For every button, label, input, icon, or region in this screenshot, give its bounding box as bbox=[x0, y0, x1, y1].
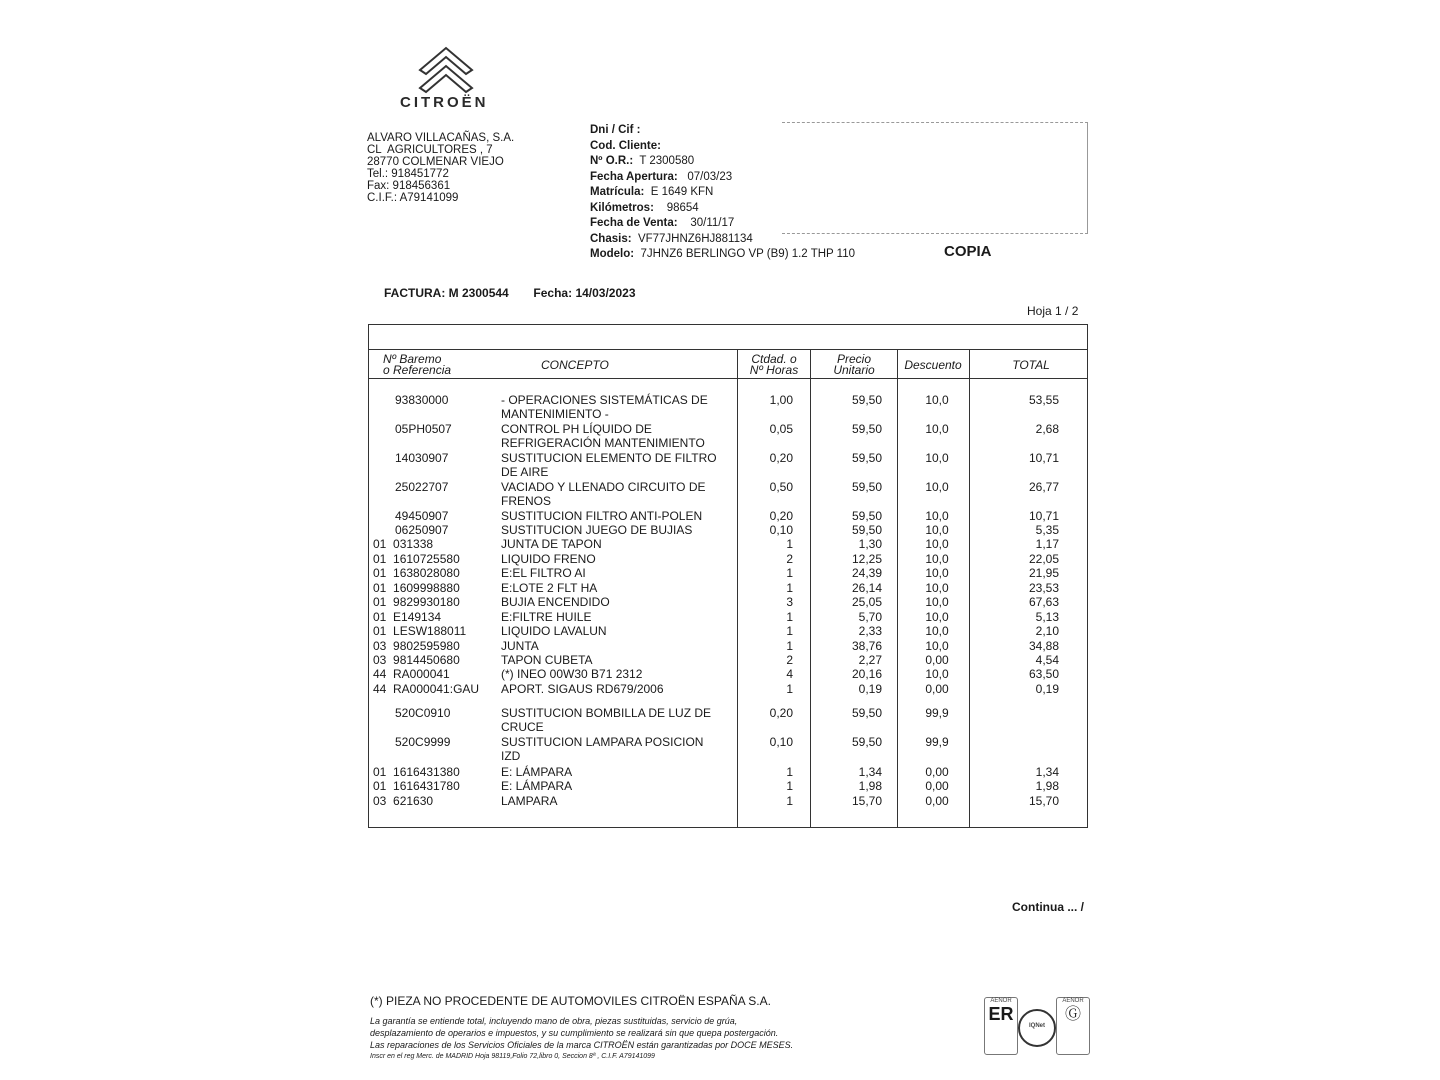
row-discount: 10,0 bbox=[925, 639, 949, 653]
invoice-number: M 2300544 bbox=[448, 286, 509, 300]
row-unit-price: 20,16 bbox=[851, 667, 882, 681]
row-reference: 01 1638028080 bbox=[373, 566, 460, 580]
invoice-number-label: FACTURA: bbox=[384, 286, 446, 300]
row-quantity: 1 bbox=[786, 779, 793, 793]
row-total: 23,53 bbox=[1028, 581, 1059, 595]
row-discount: 10,0 bbox=[925, 523, 949, 537]
row-discount: 10,0 bbox=[925, 552, 949, 566]
row-discount: 10,0 bbox=[925, 451, 949, 465]
row-discount: 10,0 bbox=[925, 595, 949, 609]
row-reference: 520C9999 bbox=[395, 735, 451, 749]
row-discount: 10,0 bbox=[925, 624, 949, 638]
row-total: 5,35 bbox=[1035, 523, 1059, 537]
row-discount: 10,0 bbox=[925, 581, 949, 595]
citroen-logo bbox=[398, 40, 494, 110]
warranty-line-3: Las reparaciones de los Servicios Oficiales de la marca CITROËN están garantizadas por DOCE MESES. bbox=[370, 1040, 794, 1050]
row-reference: 25022707 bbox=[395, 480, 449, 494]
row-unit-price: 38,76 bbox=[851, 639, 882, 653]
row-quantity: 0,50 bbox=[769, 480, 793, 494]
header-unit-price: Precio Unitario bbox=[833, 352, 875, 377]
row-total: 4,54 bbox=[1035, 653, 1059, 667]
row-unit-price: 59,50 bbox=[851, 451, 882, 465]
row-concept-cont: CRUCE bbox=[501, 720, 544, 734]
row-quantity: 1 bbox=[786, 537, 793, 551]
row-quantity: 4 bbox=[786, 667, 793, 681]
row-quantity: 0,20 bbox=[769, 706, 793, 720]
venta-row: Fecha de Venta: 30/11/17 bbox=[590, 217, 735, 229]
row-unit-price: 59,50 bbox=[851, 480, 882, 494]
certifications bbox=[984, 997, 1090, 1057]
invoice-header bbox=[384, 286, 636, 300]
row-reference: 01 1610725580 bbox=[373, 552, 460, 566]
row-reference: 03 9802595980 bbox=[373, 639, 460, 653]
row-unit-price: 2,27 bbox=[858, 653, 882, 667]
row-concept: SUSTITUCION LAMPARA POSICION bbox=[501, 735, 704, 749]
row-concept: E:EL FILTRO AI bbox=[501, 566, 586, 580]
dealer-cif: C.I.F.: A79141099 bbox=[367, 192, 459, 204]
row-discount: 10,0 bbox=[925, 667, 949, 681]
row-quantity: 1 bbox=[786, 682, 793, 696]
modelo-row: Modelo: 7JHNZ6 BERLINGO VP (B9) 1.2 THP 110 bbox=[590, 248, 856, 260]
row-quantity: 0,10 bbox=[769, 523, 793, 537]
row-quantity: 2 bbox=[786, 552, 793, 566]
row-concept: CONTROL PH LÍQUIDO DE bbox=[501, 422, 652, 436]
row-quantity: 1 bbox=[786, 794, 793, 808]
row-discount: 10,0 bbox=[925, 480, 949, 494]
row-unit-price: 5,70 bbox=[858, 610, 882, 624]
row-total: 1,17 bbox=[1035, 537, 1059, 551]
row-concept: SUSTITUCION JUEGO DE BUJIAS bbox=[501, 523, 693, 537]
row-total: 53,55 bbox=[1028, 393, 1059, 407]
row-reference: 49450907 bbox=[395, 509, 449, 523]
aenor-er-seal: AENOR ER bbox=[984, 997, 1018, 1055]
column-divider bbox=[897, 349, 898, 827]
row-concept: E: LÁMPARA bbox=[501, 779, 573, 793]
row-unit-price: 12,25 bbox=[851, 552, 882, 566]
warranty-line-2: desplazamiento de operarios e impuestos, y su cumplimiento se realizará sin que quepa postergación. bbox=[370, 1028, 779, 1038]
row-total: 2,10 bbox=[1035, 624, 1059, 638]
chasis-row: Chasis: VF77JHNZ6HJ881134 bbox=[590, 232, 753, 245]
row-quantity: 2 bbox=[786, 653, 793, 667]
header-bottom-rule bbox=[369, 378, 1087, 379]
row-concept-cont: REFRIGERACIÓN MANTENIMIENTO bbox=[501, 436, 705, 450]
row-concept: VACIADO Y LLENADO CIRCUITO DE bbox=[501, 480, 706, 494]
dealer-tel: Tel.: 918451772 bbox=[367, 168, 449, 180]
or-row: Nº O.R.: T 2300580 bbox=[590, 155, 695, 167]
row-reference: 01 9829930180 bbox=[373, 595, 460, 609]
row-quantity: 1 bbox=[786, 639, 793, 653]
row-total: 15,70 bbox=[1028, 794, 1059, 808]
row-unit-price: 1,34 bbox=[858, 765, 882, 779]
row-quantity: 1 bbox=[786, 610, 793, 624]
row-concept: JUNTA bbox=[501, 639, 539, 653]
row-total: 10,71 bbox=[1028, 451, 1059, 465]
continues-note: Continua ... / bbox=[1012, 900, 1084, 914]
warranty-line-1: La garantía se entiende total, incluyendo mano de obra, piezas sustituidas, servicio de grúa, bbox=[370, 1016, 738, 1026]
row-discount: 10,0 bbox=[925, 537, 949, 551]
row-total: 34,88 bbox=[1028, 639, 1059, 653]
row-discount: 0,00 bbox=[925, 682, 949, 696]
row-quantity: 1,00 bbox=[769, 393, 793, 407]
row-reference: 03 621630 bbox=[373, 794, 434, 808]
row-unit-price: 1,98 bbox=[858, 779, 882, 793]
row-concept: SUSTITUCION BOMBILLA DE LUZ DE bbox=[501, 706, 712, 720]
row-reference: 01 E149134 bbox=[373, 610, 442, 624]
column-divider bbox=[969, 349, 970, 827]
row-discount: 10,0 bbox=[925, 422, 949, 436]
row-concept-cont: MANTENIMIENTO - bbox=[501, 407, 609, 421]
row-unit-price: 1,30 bbox=[858, 537, 882, 551]
column-divider bbox=[810, 349, 811, 827]
row-concept: - OPERACIONES SISTEMÁTICAS DE bbox=[501, 393, 708, 407]
row-quantity: 1 bbox=[786, 581, 793, 595]
row-reference: 01 1616431780 bbox=[373, 779, 460, 793]
row-total: 5,13 bbox=[1035, 610, 1059, 624]
dealer-city: 28770 COLMENAR VIEJO bbox=[367, 156, 504, 168]
row-total: 67,63 bbox=[1028, 595, 1059, 609]
client-row: Cod. Cliente: bbox=[590, 139, 661, 152]
row-discount: 0,00 bbox=[925, 653, 949, 667]
row-unit-price: 59,50 bbox=[851, 393, 882, 407]
row-concept: LIQUIDO LAVALUN bbox=[501, 624, 607, 638]
row-unit-price: 59,50 bbox=[851, 422, 882, 436]
column-divider bbox=[737, 349, 738, 827]
row-total: 2,68 bbox=[1035, 422, 1059, 436]
row-discount: 0,00 bbox=[925, 794, 949, 808]
dealer-street: CL AGRICULTORES , 7 bbox=[367, 144, 493, 156]
er-icon: ER bbox=[988, 1004, 1014, 1024]
row-reference: 01 1609998880 bbox=[373, 581, 460, 595]
km-row: Kilómetros: 98654 bbox=[590, 201, 699, 214]
row-total: 1,98 bbox=[1035, 779, 1059, 793]
row-quantity: 1 bbox=[786, 566, 793, 580]
copy-label: COPIA bbox=[944, 243, 992, 260]
row-discount: 0,00 bbox=[925, 779, 949, 793]
row-reference: 44 RA000041 bbox=[373, 667, 450, 681]
invoice-date-label: Fecha: bbox=[533, 286, 573, 300]
row-quantity: 0,10 bbox=[769, 735, 793, 749]
row-total: 22,05 bbox=[1028, 552, 1059, 566]
header-concept: CONCEPTO bbox=[541, 358, 609, 372]
invoice-table bbox=[368, 324, 1088, 828]
row-reference: 03 9814450680 bbox=[373, 653, 460, 667]
row-unit-price: 59,50 bbox=[851, 735, 882, 749]
row-concept: JUNTA DE TAPON bbox=[501, 537, 602, 551]
row-concept-cont: IZD bbox=[501, 749, 521, 763]
row-concept: SUSTITUCION FILTRO ANTI-POLEN bbox=[501, 509, 703, 523]
header-discount: Descuento bbox=[904, 358, 962, 372]
row-total: 1,34 bbox=[1035, 765, 1059, 779]
row-quantity: 0,20 bbox=[769, 451, 793, 465]
row-unit-price: 26,14 bbox=[851, 581, 882, 595]
page-indicator: Hoja 1 / 2 bbox=[1027, 304, 1079, 318]
row-quantity: 1 bbox=[786, 765, 793, 779]
row-total: 21,95 bbox=[1028, 566, 1059, 580]
row-unit-price: 59,50 bbox=[851, 509, 882, 523]
row-concept: BUJIA ENCENDIDO bbox=[501, 595, 610, 609]
row-discount: 10,0 bbox=[925, 566, 949, 580]
row-quantity: 3 bbox=[786, 595, 793, 609]
row-quantity: 0,20 bbox=[769, 509, 793, 523]
invoice-date: 14/03/2023 bbox=[575, 286, 636, 300]
apertura-row: Fecha Apertura: 07/03/23 bbox=[590, 170, 733, 183]
row-discount: 10,0 bbox=[925, 610, 949, 624]
row-reference: 01 1616431380 bbox=[373, 765, 460, 779]
row-total: 63,50 bbox=[1028, 667, 1059, 681]
footer bbox=[370, 994, 890, 1060]
row-concept: E: LÁMPARA bbox=[501, 765, 573, 779]
row-discount: 10,0 bbox=[925, 509, 949, 523]
row-reference: 14030907 bbox=[395, 451, 449, 465]
dealer-info bbox=[367, 132, 514, 204]
row-concept: APORT. SIGAUS RD679/2006 bbox=[501, 682, 664, 696]
row-concept: (*) INEO 00W30 B71 2312 bbox=[501, 667, 643, 681]
header-top-rule bbox=[369, 349, 1087, 350]
row-reference: 44 RA000041:GAU bbox=[373, 682, 480, 696]
aenor-gestion-seal: AENOR Ⓖ bbox=[1056, 997, 1090, 1055]
row-unit-price: 59,50 bbox=[851, 706, 882, 720]
row-concept-cont: DE AIRE bbox=[501, 465, 549, 479]
dni-row: Dni / Cif : bbox=[590, 124, 641, 136]
row-reference: 93830000 bbox=[395, 393, 449, 407]
row-unit-price: 0,19 bbox=[858, 682, 882, 696]
dealer-fax: Fax: 918456361 bbox=[367, 180, 451, 192]
registry-line: Inscr en el reg Merc. de MADRID Hoja 98119,Folio 72,libro 0, Seccion 8ª , C.I.F. A79141099 bbox=[370, 1053, 655, 1060]
non-citroen-parts-note: (*) PIEZA NO PROCEDENTE DE AUTOMOVILES CITROËN ESPAÑA S.A. bbox=[370, 994, 771, 1008]
brand-name: CITROËN bbox=[400, 94, 489, 111]
row-reference: 520C0910 bbox=[395, 706, 451, 720]
double-chevron-icon bbox=[398, 40, 494, 98]
row-total: 10,71 bbox=[1028, 509, 1059, 523]
row-quantity: 1 bbox=[786, 624, 793, 638]
row-concept: TAPON CUBETA bbox=[501, 653, 593, 667]
row-total: 0,19 bbox=[1035, 682, 1059, 696]
row-concept: LAMPARA bbox=[501, 794, 558, 808]
row-reference: 01 031338 bbox=[373, 537, 434, 551]
row-concept: E:LOTE 2 FLT HA bbox=[501, 581, 598, 595]
row-concept: SUSTITUCION ELEMENTO DE FILTRO bbox=[501, 451, 717, 465]
row-total: 26,77 bbox=[1028, 480, 1059, 494]
matricula-row: Matrícula: E 1649 KFN bbox=[590, 186, 714, 198]
row-concept: LIQUIDO FRENO bbox=[501, 552, 596, 566]
row-discount: 99,9 bbox=[925, 735, 949, 749]
iqnet-seal: IQNet bbox=[1018, 1009, 1056, 1047]
row-reference: 05PH0507 bbox=[395, 422, 452, 436]
row-unit-price: 24,39 bbox=[851, 566, 882, 580]
row-unit-price: 59,50 bbox=[851, 523, 882, 537]
row-unit-price: 25,05 bbox=[851, 595, 882, 609]
header-total: TOTAL bbox=[1012, 358, 1050, 372]
row-quantity: 0,05 bbox=[769, 422, 793, 436]
row-concept: E:FILTRE HUILE bbox=[501, 610, 592, 624]
row-unit-price: 2,33 bbox=[858, 624, 882, 638]
ga-icon: Ⓖ bbox=[1064, 1006, 1081, 1023]
row-reference: 06250907 bbox=[395, 523, 449, 537]
dealer-name: ALVARO VILLACAÑAS, S.A. bbox=[367, 132, 515, 144]
row-discount: 0,00 bbox=[925, 765, 949, 779]
recipient-address-box bbox=[782, 122, 1088, 234]
header-quantity: Ctdad. o Nº Horas bbox=[749, 352, 799, 377]
row-discount: 10,0 bbox=[925, 393, 949, 407]
row-discount: 99,9 bbox=[925, 706, 949, 720]
row-unit-price: 15,70 bbox=[851, 794, 882, 808]
header-reference: Nº Baremo o Referencia bbox=[383, 352, 452, 377]
row-reference: 01 LESW188011 bbox=[373, 624, 467, 638]
row-concept-cont: FRENOS bbox=[501, 494, 552, 508]
